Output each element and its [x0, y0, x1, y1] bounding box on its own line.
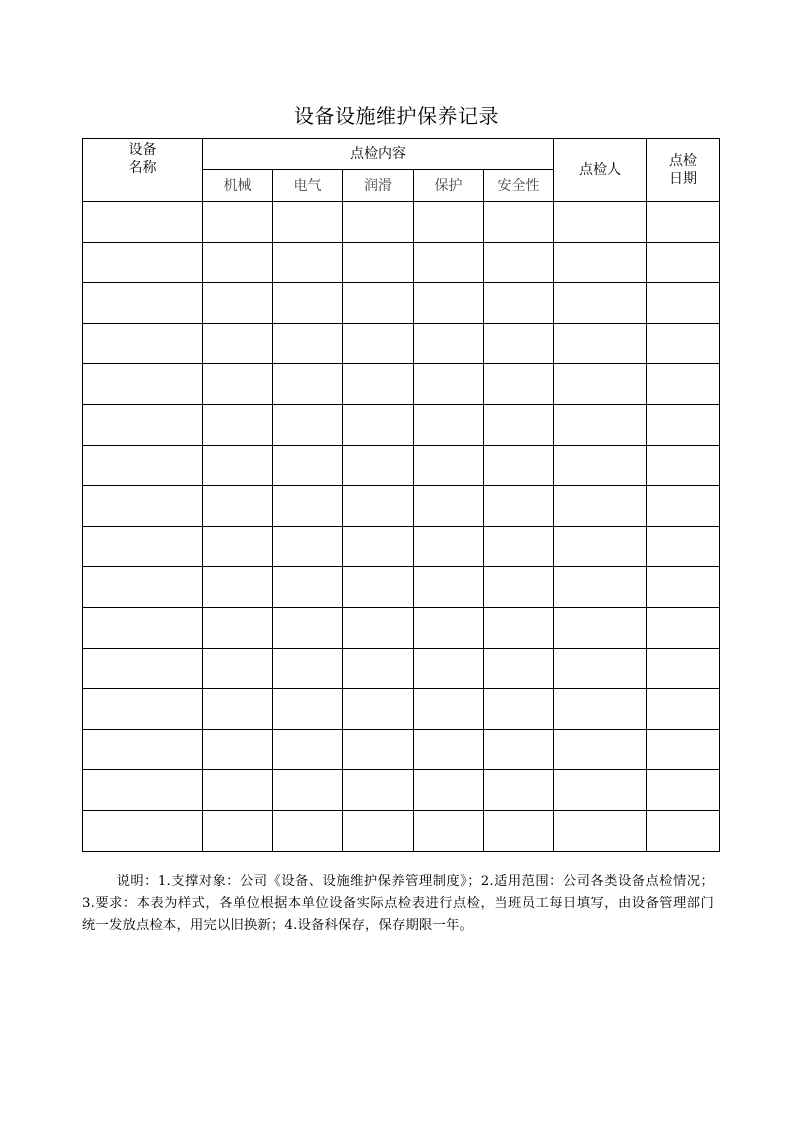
cell-inspector[interactable]: [554, 607, 647, 648]
cell-lubrication[interactable]: [343, 648, 414, 689]
cell-inspector[interactable]: [554, 567, 647, 608]
cell-inspection-date[interactable]: [647, 486, 720, 527]
cell-protection[interactable]: [414, 242, 484, 283]
table-row: [83, 526, 720, 567]
table-row: [83, 242, 720, 283]
cell-electrical[interactable]: [273, 283, 343, 324]
cell-mechanical[interactable]: [203, 607, 273, 648]
cell-electrical[interactable]: [273, 567, 343, 608]
cell-safety[interactable]: [484, 810, 554, 851]
cell-inspection-date[interactable]: [647, 607, 720, 648]
cell-electrical[interactable]: [273, 607, 343, 648]
cell-protection[interactable]: [414, 648, 484, 689]
cell-inspector[interactable]: [554, 729, 647, 770]
cell-device-name[interactable]: [83, 810, 203, 851]
cell-electrical[interactable]: [273, 648, 343, 689]
header-inspection-content: 点检内容: [203, 139, 554, 170]
cell-mechanical[interactable]: [203, 445, 273, 486]
cell-mechanical[interactable]: [203, 648, 273, 689]
maintenance-record-table: [82, 138, 720, 852]
cell-lubrication[interactable]: [343, 323, 414, 364]
cell-inspector[interactable]: [554, 364, 647, 405]
cell-mechanical[interactable]: [203, 689, 273, 730]
cell-device-name[interactable]: [83, 404, 203, 445]
table-row: [83, 486, 720, 527]
cell-safety[interactable]: [484, 283, 554, 324]
cell-lubrication[interactable]: [343, 729, 414, 770]
cell-safety[interactable]: [484, 526, 554, 567]
cell-safety[interactable]: [484, 486, 554, 527]
cell-protection[interactable]: [414, 770, 484, 811]
cell-protection[interactable]: [414, 202, 484, 243]
cell-device-name[interactable]: [83, 364, 203, 405]
cell-safety[interactable]: [484, 323, 554, 364]
cell-lubrication[interactable]: [343, 689, 414, 730]
cell-protection[interactable]: [414, 445, 484, 486]
cell-lubrication[interactable]: [343, 445, 414, 486]
cell-mechanical[interactable]: [203, 202, 273, 243]
header-inspection-date: [647, 139, 720, 202]
table-row: [83, 364, 720, 405]
cell-electrical[interactable]: [273, 770, 343, 811]
cell-lubrication[interactable]: [343, 770, 414, 811]
cell-protection[interactable]: [414, 607, 484, 648]
table-row: [83, 770, 720, 811]
cell-inspector[interactable]: [554, 404, 647, 445]
cell-mechanical[interactable]: [203, 364, 273, 405]
header-safety: 安全性: [484, 170, 554, 202]
cell-device-name[interactable]: [83, 729, 203, 770]
cell-lubrication[interactable]: [343, 404, 414, 445]
cell-safety[interactable]: [484, 729, 554, 770]
cell-lubrication[interactable]: [343, 810, 414, 851]
cell-lubrication[interactable]: [343, 567, 414, 608]
cell-safety[interactable]: [484, 242, 554, 283]
table-row: [83, 404, 720, 445]
cell-inspection-date[interactable]: [647, 445, 720, 486]
cell-protection[interactable]: [414, 283, 484, 324]
header-lubrication: 润滑: [343, 170, 414, 202]
table-row: [83, 689, 720, 730]
cell-device-name[interactable]: [83, 689, 203, 730]
cell-inspector[interactable]: [554, 810, 647, 851]
cell-electrical[interactable]: [273, 486, 343, 527]
cell-protection[interactable]: [414, 729, 484, 770]
cell-lubrication[interactable]: [343, 486, 414, 527]
cell-electrical[interactable]: [273, 689, 343, 730]
cell-lubrication[interactable]: [343, 283, 414, 324]
cell-safety[interactable]: [484, 689, 554, 730]
cell-electrical[interactable]: [273, 526, 343, 567]
header-device-name-line1: 设备: [128, 142, 157, 158]
cell-protection[interactable]: [414, 526, 484, 567]
cell-electrical[interactable]: [273, 810, 343, 851]
cell-safety[interactable]: [484, 770, 554, 811]
cell-inspector[interactable]: [554, 323, 647, 364]
cell-safety[interactable]: [484, 404, 554, 445]
table-row: [83, 283, 720, 324]
cell-device-name[interactable]: [83, 648, 203, 689]
header-protection: 保护: [414, 170, 484, 202]
cell-inspector[interactable]: [554, 770, 647, 811]
cell-inspection-date[interactable]: [647, 689, 720, 730]
cell-protection[interactable]: [414, 364, 484, 405]
table-row: [83, 648, 720, 689]
cell-inspector[interactable]: [554, 242, 647, 283]
header-mechanical: 机械: [203, 170, 273, 202]
cell-mechanical[interactable]: [203, 242, 273, 283]
table-row: [83, 567, 720, 608]
cell-mechanical[interactable]: [203, 810, 273, 851]
cell-electrical[interactable]: [273, 445, 343, 486]
header-electrical: 电气: [273, 170, 343, 202]
cell-mechanical[interactable]: [203, 526, 273, 567]
cell-inspection-date[interactable]: [647, 648, 720, 689]
cell-inspector[interactable]: [554, 526, 647, 567]
cell-inspector[interactable]: [554, 283, 647, 324]
cell-inspector[interactable]: [554, 445, 647, 486]
cell-inspection-date[interactable]: [647, 567, 720, 608]
table-row: [83, 445, 720, 486]
cell-lubrication[interactable]: [343, 364, 414, 405]
header-inspection-date-line2: 日期: [669, 171, 698, 187]
cell-device-name[interactable]: [83, 242, 203, 283]
cell-lubrication[interactable]: [343, 607, 414, 648]
cell-inspection-date[interactable]: [647, 810, 720, 851]
cell-inspection-date[interactable]: [647, 283, 720, 324]
cell-mechanical[interactable]: [203, 323, 273, 364]
cell-electrical[interactable]: [273, 242, 343, 283]
cell-mechanical[interactable]: [203, 567, 273, 608]
cell-safety[interactable]: [484, 567, 554, 608]
cell-inspection-date[interactable]: [647, 526, 720, 567]
cell-device-name[interactable]: [83, 607, 203, 648]
header-device-name-line2: 名称: [128, 160, 157, 176]
cell-protection[interactable]: [414, 486, 484, 527]
cell-safety[interactable]: [484, 445, 554, 486]
cell-electrical[interactable]: [273, 323, 343, 364]
cell-mechanical[interactable]: [203, 283, 273, 324]
cell-electrical[interactable]: [273, 729, 343, 770]
table-row: [83, 607, 720, 648]
table-row: [83, 323, 720, 364]
cell-electrical[interactable]: [273, 404, 343, 445]
cell-inspection-date[interactable]: [647, 364, 720, 405]
cell-electrical[interactable]: [273, 202, 343, 243]
cell-device-name[interactable]: [83, 202, 203, 243]
cell-mechanical[interactable]: [203, 770, 273, 811]
cell-protection[interactable]: [414, 567, 484, 608]
cell-protection[interactable]: [414, 689, 484, 730]
cell-inspector[interactable]: [554, 202, 647, 243]
cell-device-name[interactable]: [83, 567, 203, 608]
cell-protection[interactable]: [414, 810, 484, 851]
table-row: [83, 729, 720, 770]
cell-protection[interactable]: [414, 323, 484, 364]
cell-device-name[interactable]: [83, 445, 203, 486]
table-row: [83, 810, 720, 851]
cell-device-name[interactable]: [83, 323, 203, 364]
note-text: 说明：1.支撑对象：公司《设备、设施维护保养管理制度》；2.适用范围：公司各类设备点检情况；3.要求：本表为样式，各单位根据本单位设备实际点检表进行点检，当班员工每日填写，由设备管理部门统一发放点检本，用完以旧换新；4.设备科保存，保存期限一年。: [82, 874, 714, 933]
cell-mechanical[interactable]: [203, 486, 273, 527]
header-inspection-date-line1: 点检: [669, 153, 698, 169]
table-body: [83, 202, 720, 852]
cell-electrical[interactable]: [273, 364, 343, 405]
cell-inspector[interactable]: [554, 648, 647, 689]
cell-safety[interactable]: [484, 202, 554, 243]
header-inspector: 点检人: [554, 139, 647, 202]
cell-lubrication[interactable]: [343, 202, 414, 243]
cell-inspection-date[interactable]: [647, 323, 720, 364]
cell-inspection-date[interactable]: [647, 729, 720, 770]
page-title: 设备设施维护保养记录: [294, 104, 499, 128]
cell-protection[interactable]: [414, 404, 484, 445]
cell-inspector[interactable]: [554, 689, 647, 730]
cell-mechanical[interactable]: [203, 729, 273, 770]
cell-safety[interactable]: [484, 607, 554, 648]
cell-mechanical[interactable]: [203, 404, 273, 445]
cell-inspection-date[interactable]: [647, 404, 720, 445]
cell-device-name[interactable]: [83, 770, 203, 811]
cell-inspection-date[interactable]: [647, 770, 720, 811]
table-row: [83, 202, 720, 243]
cell-inspector[interactable]: [554, 486, 647, 527]
cell-device-name[interactable]: [83, 283, 203, 324]
cell-inspection-date[interactable]: [647, 242, 720, 283]
cell-lubrication[interactable]: [343, 526, 414, 567]
cell-safety[interactable]: [484, 364, 554, 405]
cell-inspection-date[interactable]: [647, 202, 720, 243]
cell-device-name[interactable]: [83, 526, 203, 567]
header-device-name: [83, 139, 203, 202]
cell-device-name[interactable]: [83, 486, 203, 527]
cell-safety[interactable]: [484, 648, 554, 689]
cell-lubrication[interactable]: [343, 242, 414, 283]
